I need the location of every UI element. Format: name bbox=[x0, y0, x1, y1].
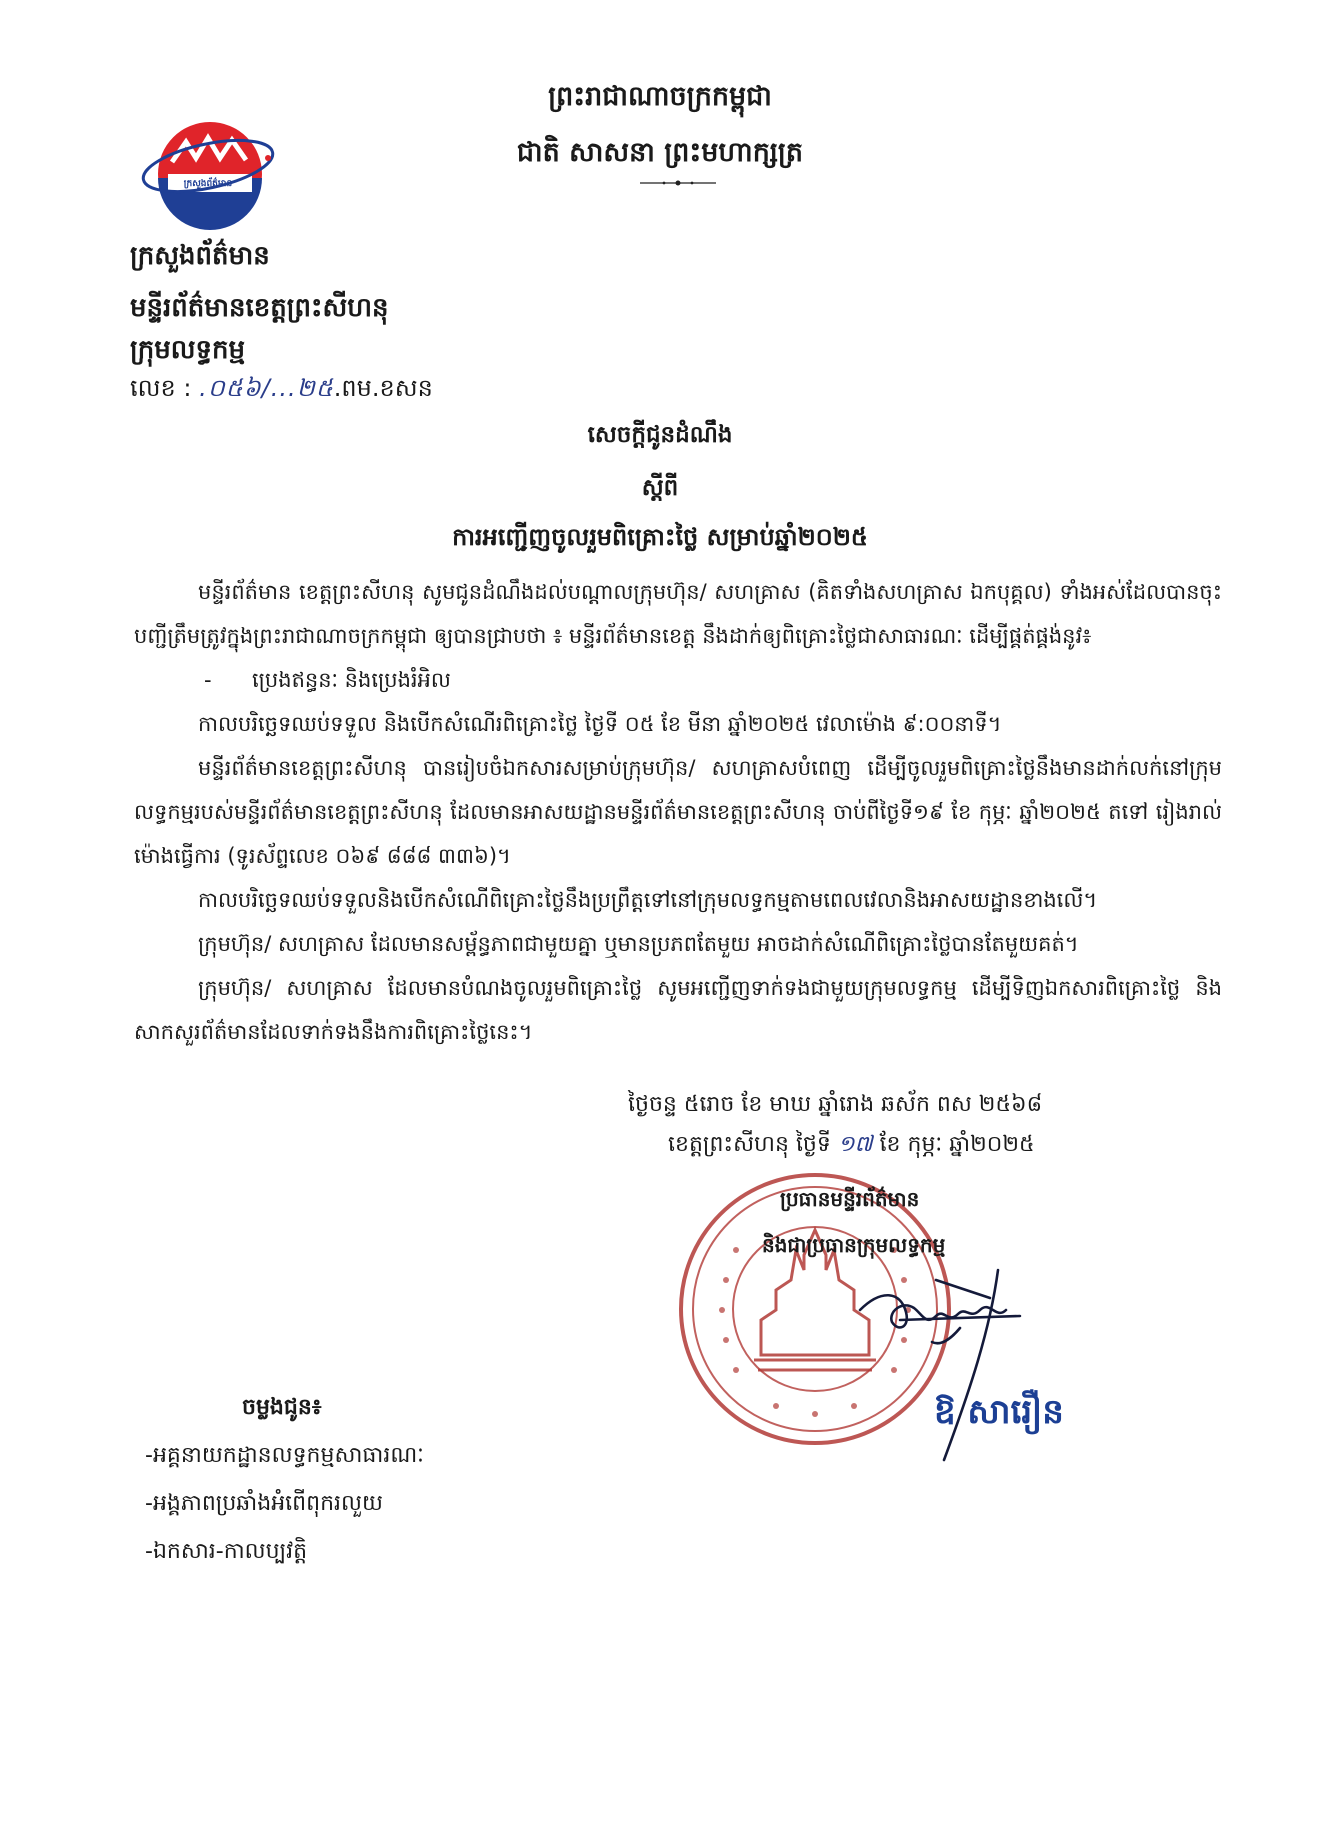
reference-number bbox=[130, 373, 433, 408]
bullet-item bbox=[134, 658, 1222, 702]
notice-title: សេចក្តីជូនដំណឹង bbox=[587, 422, 733, 448]
solar-date-suffix: ខែ កុម្ភៈ ឆ្នាំ២០២៥ bbox=[879, 1132, 1035, 1157]
bullet-text: ប្រេងឥន្ធនៈ និងប្រេងរំអិល bbox=[252, 668, 451, 692]
recipient-item: -អង្គភាពប្រឆាំងអំពើពុករលួយ bbox=[145, 1491, 383, 1516]
notice-body bbox=[134, 570, 1222, 1054]
opening-paragraph: កាលបរិច្ឆេទឈប់ទទួលនិងបើកសំណើពិគ្រោះថ្លៃនឹងប្រព្រឹត្តទៅនៅក្រុមលទ្ធកម្មតាមពេលវេលានិងអាសយដ្ឋានខាងលើ។ bbox=[198, 888, 1098, 912]
recipients-heading: ចម្លងជូន៖ bbox=[242, 1395, 322, 1420]
solar-date-prefix: ខេត្តព្រះសីហនុ ថ្ងៃទី bbox=[668, 1132, 831, 1157]
reference-prefix: លេខ : bbox=[130, 374, 192, 402]
recipient-item: -អគ្គនាយកដ្ឋានលទ្ធកម្មសាធារណៈ bbox=[145, 1443, 424, 1468]
contact-paragraph: ក្រុមហ៊ុន/ សហគ្រាស ដែលមានបំណងចូលរួមពិគ្រោះថ្លៃ សូមអញ្ជើញទាក់ទងជាមួយក្រុមលទ្ធកម្ម ដើម្បីទិញឯកសារពិគ្រោះថ្លៃ និងសាកសួរព័ត៌មានដែលទាក់ទងនឹងការពិគ្រោះថ្លៃនេះ។ bbox=[134, 976, 1222, 1044]
affiliation-paragraph: ក្រុមហ៊ុន/ សហគ្រាស ដែលមានសម្ព័ន្ធភាពជាមួយគ្នា ឬមានប្រភពតែមួយ អាចដាក់សំណើពិគ្រោះថ្លៃបានតែមួយគត់។ bbox=[198, 932, 1079, 956]
office-name: ក្រុមលទ្ធកម្ម bbox=[130, 335, 246, 365]
documents-paragraph: មន្ទីរព័ត៌មានខេត្តព្រះសីហនុ បានរៀបចំឯកសារសម្រាប់ក្រុមហ៊ុន/ សហគ្រាសបំពេញ ដើម្បីចូលរួមពិគ្រោះថ្លៃនឹងមានដាក់លក់នៅក្រុមលទ្ធកម្មរបស់មន្ទីរព័ត៌មានខេត្តព្រះសីហនុ ដែលមានអាសយដ្ឋានមន្ទីរព័ត៌មានខេត្តព្រះសីហនុ ចាប់ពីថ្ងៃទី១៩ ខែ កុម្ភៈ ឆ្នាំ២០២៥ តទៅ រៀងរាល់ម៉ោងធ្វើការ (ទូរស័ព្ទលេខ ០៦៩ ៨៨៨ ៣៣៦)។ bbox=[134, 756, 1222, 868]
signatory-role: និងជាប្រធានក្រុមលទ្ធកម្ម bbox=[762, 1233, 946, 1257]
ornament-divider bbox=[640, 178, 716, 188]
department-name: មន្ទីរព័ត៌មានខេត្តព្រះសីហនុ bbox=[130, 293, 389, 323]
reference-suffix: .ពម.ខសន bbox=[333, 374, 433, 402]
solar-date-day: ១៧ bbox=[837, 1132, 873, 1157]
lunar-date: ថ្ងៃចន្ទ ៥រោច ខែ មាឃ ឆ្នាំរោង ឆស័ក ពស ២៥៦៨ bbox=[628, 1092, 1043, 1117]
ministry-logo bbox=[138, 114, 278, 232]
kingdom-heading: ព្រះរាជាណាចក្រកម្ពុជា bbox=[548, 81, 772, 112]
national-motto: ជាតិ សាសនា ព្រះមហាក្សត្រ bbox=[516, 137, 804, 168]
reference-handwritten: .០៥៦/...២៥ bbox=[199, 374, 334, 402]
signatory-name: ឱ សារឿន bbox=[934, 1392, 1064, 1432]
signatory-title: ប្រធានមន្ទីរព័ត៌មាន bbox=[780, 1187, 920, 1211]
bullet-dash: - bbox=[204, 668, 212, 692]
logo-text: ក្រសួងព័ត៌មាន bbox=[183, 179, 233, 189]
notice-subject: ការអញ្ជើញចូលរួមពិគ្រោះថ្លៃ សម្រាប់ឆ្នាំ២០២៥ bbox=[452, 523, 868, 551]
deadline-paragraph: កាលបរិច្ឆេទឈប់ទទួល និងបើកសំណើរពិគ្រោះថ្លៃ ថ្ងៃទី ០៥ ខែ មីនា ឆ្នាំ២០២៥ វេលាម៉ោង ៩:០០នាទី។ bbox=[198, 712, 1002, 736]
intro-paragraph: មន្ទីរព័ត៌មាន ខេត្តព្រះសីហនុ សូមជូនដំណឹងដល់បណ្តាលក្រុមហ៊ុន/ សហគ្រាស (គិតទាំងសហគ្រាស ឯកបុគ្គល) ទាំងអស់ដែលបានចុះបញ្ជីត្រឹមត្រូវក្នុងព្រះរាជាណាចក្រកម្ពុជា ឲ្យបានជ្រាបថា ៖ មន្ទីរព័ត៌មានខេត្ត នឹងដាក់ឲ្យពិគ្រោះថ្លៃជាសាធារណៈ ដើម្បីផ្គត់ផ្គង់នូវ៖ bbox=[134, 580, 1222, 648]
notice-about: ស្តីពី bbox=[641, 475, 679, 501]
recipient-item: -ឯកសារ-កាលប្បវត្តិ bbox=[145, 1539, 308, 1564]
solar-date bbox=[668, 1130, 1035, 1162]
ministry-name: ក្រសួងព័ត៌មាន bbox=[130, 241, 270, 271]
